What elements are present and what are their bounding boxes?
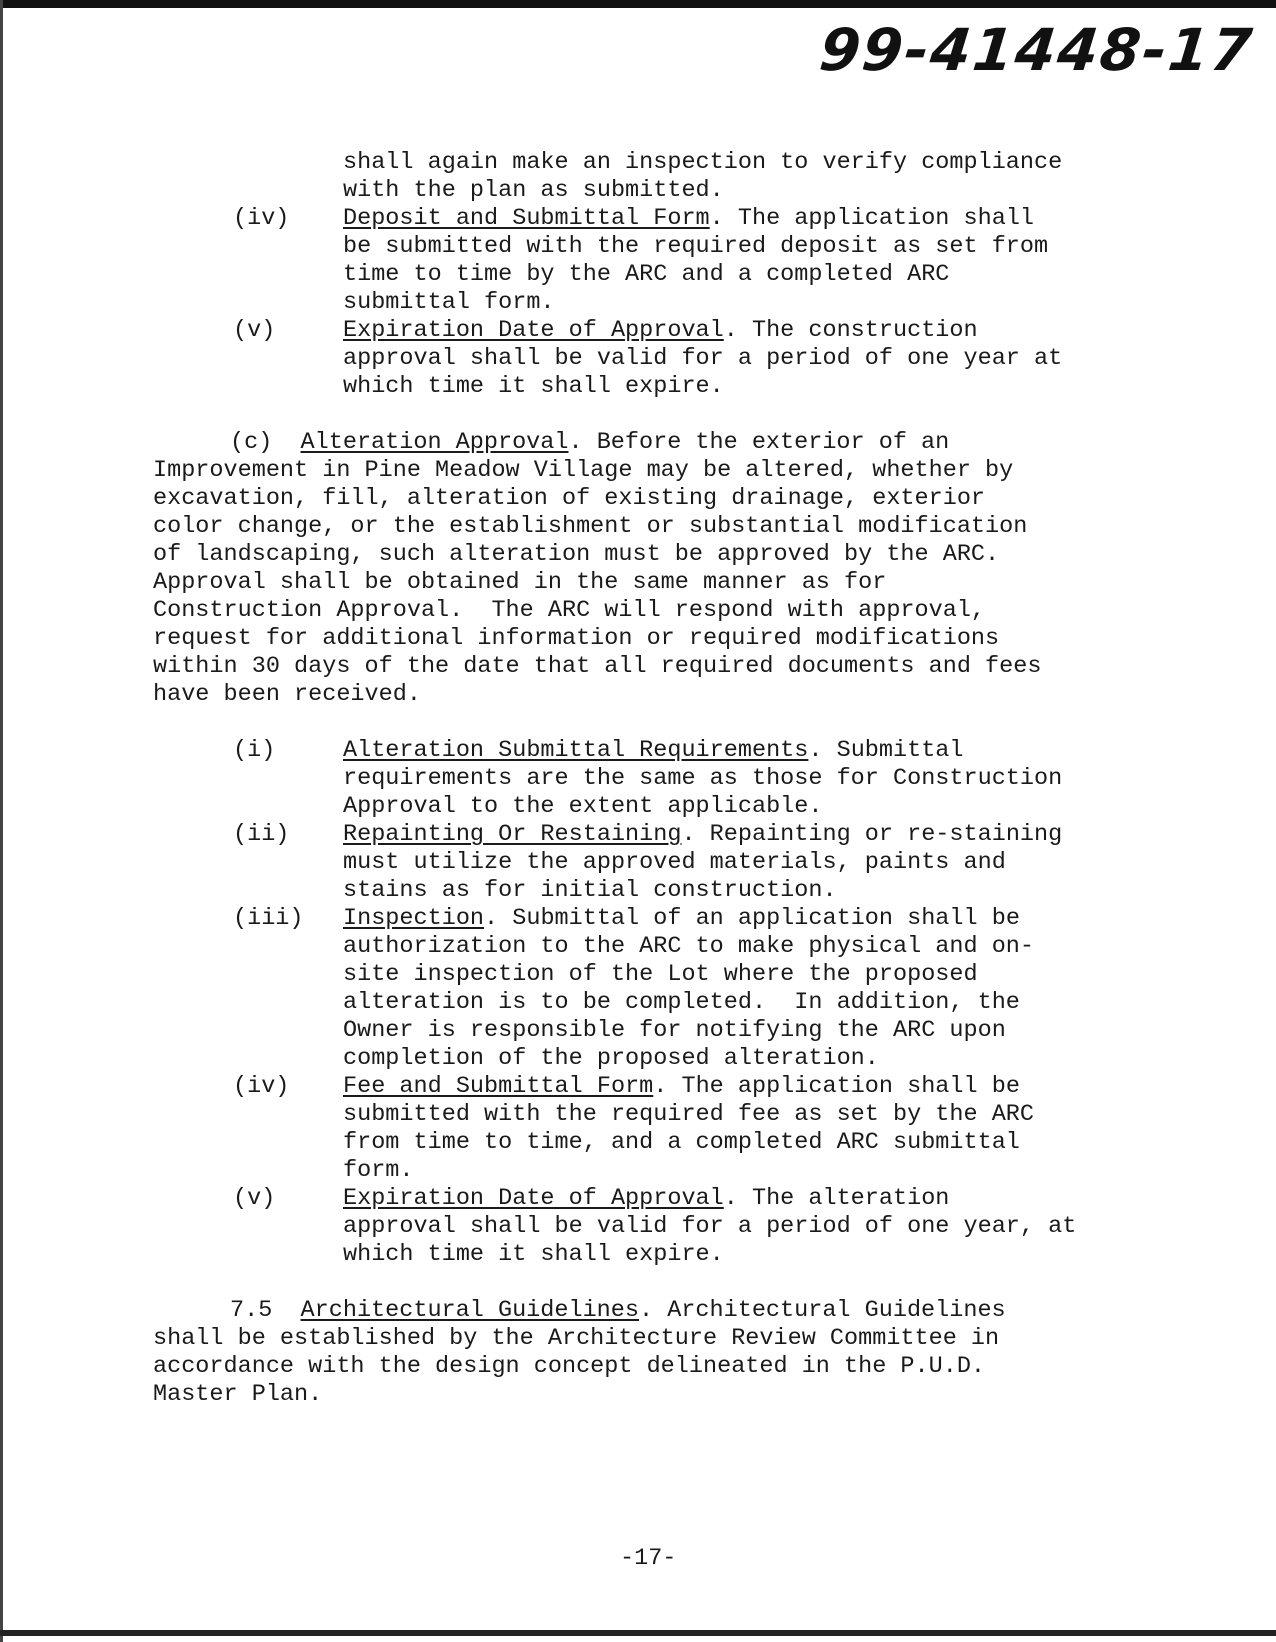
item-first-line — [343, 317, 978, 345]
item-heading: Deposit and Submittal Form — [343, 205, 710, 232]
item-heading-rest: . The alteration — [723, 1185, 950, 1212]
text-line: approval shall be valid for a period of one year at — [343, 345, 1063, 372]
text-line: alteration is to be completed. In addition, the — [343, 989, 1020, 1016]
text-line: of landscaping, such alteration must be approved by the ARC. — [153, 541, 1000, 568]
text-line: request for additional information or required modifications — [153, 625, 1000, 652]
section-first-line — [230, 429, 949, 457]
section-heading: Architectural Guidelines — [300, 1297, 639, 1324]
text-line: excavation, fill, alteration of existing drainage, exterior — [153, 485, 986, 512]
item-first-line — [343, 905, 1020, 933]
text-line: authorization to the ARC to make physical and on- — [343, 933, 1035, 960]
item-heading-rest: . The construction — [723, 317, 978, 344]
text-line: within 30 days of the date that all required documents and fees — [153, 653, 1042, 680]
text-line: Approval to the extent applicable. — [343, 793, 823, 820]
text-line: time to time by the ARC and a completed ARC — [343, 261, 950, 288]
item-marker: (iii) — [233, 905, 304, 932]
item-heading-rest: . Repainting or re-staining — [681, 821, 1063, 848]
text-line: Master Plan. — [153, 1381, 323, 1408]
handwritten-document-number: 99-41448-17 — [816, 16, 1257, 84]
item-first-line — [343, 737, 964, 765]
item-heading: Alteration Submittal Requirements — [343, 737, 809, 764]
text-line: stains as for initial construction. — [343, 877, 837, 904]
text-line: requirements are the same as those for Construction — [343, 765, 1063, 792]
item-heading-rest: . The application shall be — [653, 1073, 1020, 1100]
text-line: which time it shall expire. — [343, 1241, 724, 1268]
text-line: be submitted with the required deposit as set from — [343, 233, 1049, 260]
section-marker: 7.5 — [230, 1297, 273, 1324]
text-line: approval shall be valid for a period of one year, at — [343, 1213, 1077, 1240]
section-heading-rest: . Architectural Guidelines — [639, 1297, 1006, 1324]
text-line: Owner is responsible for notifying the ARC upon — [343, 1017, 1006, 1044]
section-heading: Alteration Approval — [300, 429, 569, 456]
text-line: have been received. — [153, 681, 421, 708]
text-line: submitted with the required fee as set by the ARC — [343, 1101, 1035, 1128]
page-number: -17- — [620, 1545, 677, 1572]
item-first-line — [343, 1073, 1020, 1101]
section-first-line — [230, 1297, 1006, 1325]
item-marker: (ii) — [233, 821, 290, 848]
item-heading: Expiration Date of Approval — [343, 1185, 724, 1212]
text-line: accordance with the design concept delineated in the P.U.D. — [153, 1353, 986, 1380]
item-marker: (iv) — [233, 205, 290, 232]
item-marker: (v) — [233, 1185, 276, 1212]
text-line: form. — [343, 1157, 414, 1184]
section-marker: (c) — [230, 429, 273, 456]
bottom-border-rule — [0, 1630, 1276, 1636]
item-marker: (i) — [233, 737, 276, 764]
item-heading: Inspection — [343, 905, 485, 932]
item-first-line — [343, 821, 1062, 849]
item-heading: Repainting Or Restaining — [343, 821, 682, 848]
text-line: Approval shall be obtained in the same manner as for — [153, 569, 887, 596]
item-marker: (iv) — [233, 1073, 290, 1100]
top-border-rule — [0, 0, 1276, 8]
item-heading-rest: . Submittal of an application shall be — [484, 905, 1020, 932]
text-line: shall be established by the Architecture Review Committee in — [153, 1325, 1000, 1352]
item-heading: Expiration Date of Approval — [343, 317, 724, 344]
section-heading-rest: . Before the exterior of an — [568, 429, 950, 456]
text-line: submittal form. — [343, 289, 555, 316]
item-heading: Fee and Submittal Form — [343, 1073, 654, 1100]
item-heading-rest: . Submittal — [808, 737, 964, 764]
text-line: completion of the proposed alteration. — [343, 1045, 879, 1072]
text-line: site inspection of the Lot where the proposed — [343, 961, 978, 988]
item-heading-rest: . The application shall — [709, 205, 1035, 232]
text-line: from time to time, and a completed ARC submittal — [343, 1129, 1020, 1156]
text-line: shall again make an inspection to verify compliance — [343, 149, 1063, 176]
text-line: Construction Approval. The ARC will respond with approval, — [153, 597, 986, 624]
text-line: color change, or the establishment or substantial modification — [153, 513, 1028, 540]
text-line: must utilize the approved materials, paints and — [343, 849, 1006, 876]
text-line: which time it shall expire. — [343, 373, 724, 400]
item-first-line — [343, 1185, 949, 1213]
left-border-rule — [0, 0, 3, 1642]
item-marker: (v) — [233, 317, 276, 344]
text-line: Improvement in Pine Meadow Village may be altered, whether by — [153, 457, 1014, 484]
text-line: with the plan as submitted. — [343, 177, 724, 204]
item-first-line — [343, 205, 1034, 233]
